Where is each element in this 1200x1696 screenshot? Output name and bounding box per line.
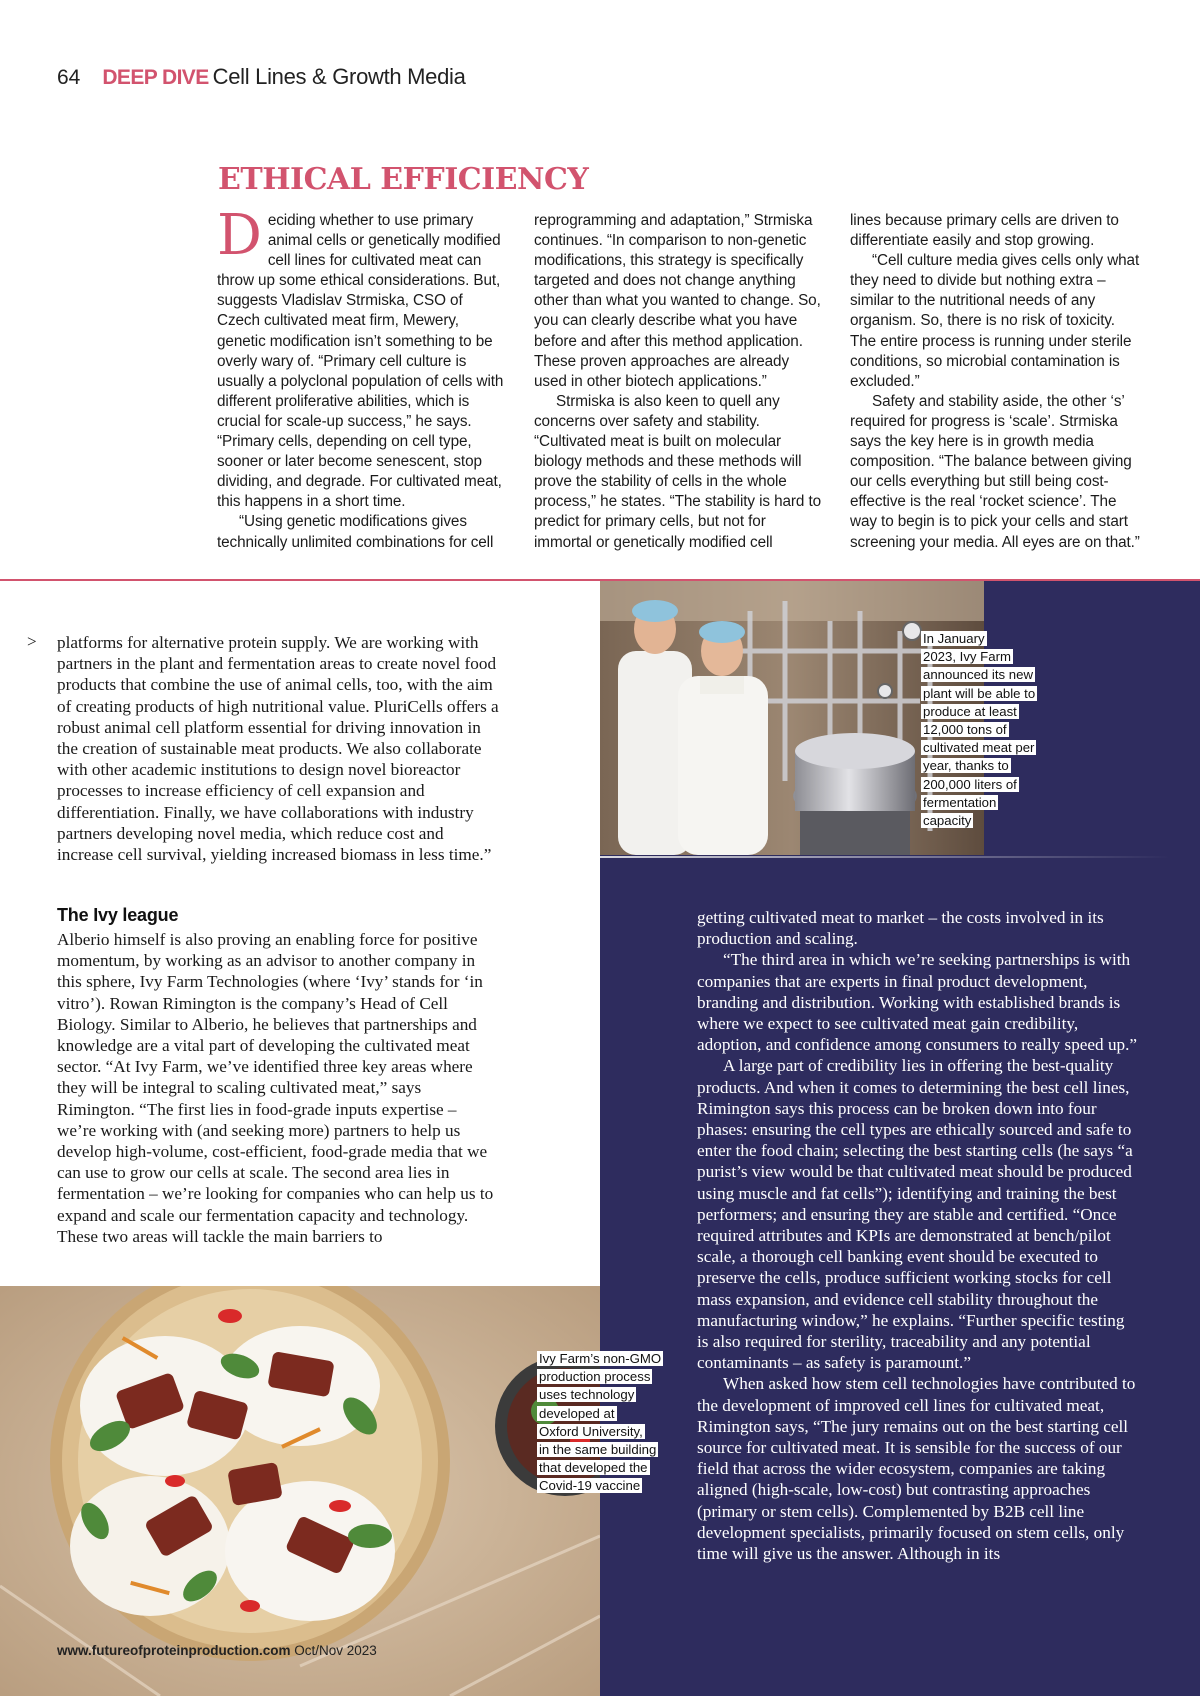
article-column-right bbox=[697, 907, 1139, 1564]
article-column-left-bottom bbox=[57, 929, 498, 1247]
article-paragraph: getting cultivated meat to market – the costs involved in its production and scaling. bbox=[697, 908, 1104, 949]
food-photo-caption: Ivy Farm’s non-GMO production process uses technology developed at Oxford University, in the same building that developed the Covid-19 vaccine bbox=[539, 1351, 662, 1494]
article-paragraph: A large part of credibility lies in offering the best-quality products. And when it comes to determining the best cell lines, Rimington says this process can be broken down into four phases: ensuring the cell types are ethically sourced and safe to enter the food chain; selecting the best starting cells (he says “a purist’s view would be that cultivated meat should be produced using muscle and fat cells”); identifying and training the best performers; and ensuring they are stable and certified. “Once required attributes and KPIs are demonstrated at bench/pilot scale, a thorough cell banking event should be executed to preserve the cells, produce sufficient working stocks for cell mass expansion, and evidence cell stability throughout the manufacturing window,” he explains. “Further specific testing is also required for sterility, traceability and any potential contaminants – as safety is paramount.” bbox=[697, 1056, 1133, 1373]
article-paragraph: When asked how stem cell technologies have contributed to the development of improved cell lines for cultivated meat, Rimington says, “The jury remains out on the best starting cell source for cultivated meat. It is sensible for the success of our field that across the wider ecosystem, companies are taking aligned (high-scale, low-cost) but contrasting approaches (primary or stem cells). Complemented by B2B cell line development specialists, primarily focused on stem cells, only time will give us the answer. Although in its bbox=[697, 1374, 1136, 1564]
page-number: 64 bbox=[57, 66, 81, 89]
footer-issue: Oct/Nov 2023 bbox=[294, 1643, 377, 1658]
article-paragraph: platforms for alternative protein supply. We are working with partners in the plant and fermentation areas to create novel food products that combine the use of animal cells, too, with the aim of creating products of high nutritional value. PluriCells offers a robust animal cell platform essential for driving innovation in the creation of sustainable meat products. We also collaborate with other academic institutions to design novel bioreactor processes to increase efficiency of cell expansion and differentiation. Finally, we have collaborations with industry partners developing novel media, which reduce cost and increase cell survival, yielding increased biomass in less time.” bbox=[57, 633, 499, 865]
footer-url[interactable]: www.futureofproteinproduction.com bbox=[57, 1643, 291, 1658]
sidebar-heading: ETHICAL EFFICIENCY bbox=[218, 162, 589, 197]
sidebar-paragraph: “Using genetic modifications gives technically unlimited combinations for cell bbox=[217, 513, 494, 551]
article-column-left-top bbox=[57, 632, 500, 865]
article-paragraph: Alberio himself is also proving an enabling force for positive momentum, by working as an advisor to another company in this sphere, Ivy Farm Technologies (where ‘Ivy’ stands for ‘in vitro’). Rowan Rimington is the company’s Head of Cell Biology. Similar to Alberio, he believes that partnerships and knowledge are a vital part of developing the cultivated meat sector. “At Ivy Farm, we’ve identified three key areas where they will be integral to scaling cultivated meat,” says Rimington. “The first lies in food-grade inputs expertise – we’re working with (and seeking more) partners to help us develop high-volume, cost-efficient, food-grade media that we can use to grow our cells at scale. The second area lies in fermentation – we’re looking for companies who can help us to expand and scale our fermentation capacity and technology. These two areas will tackle the main barriers to bbox=[57, 930, 494, 1246]
drop-cap: D bbox=[217, 203, 262, 268]
sidebar-column-2 bbox=[534, 211, 824, 553]
article-paragraph: “The third area in which we’re seeking partnerships is with companies that are experts in final product development, branding and distribution. Working with established brands is where we expect to see cultivated meat gain credibility, adoption, and confidence among consumers to really speed up.” bbox=[697, 950, 1138, 1055]
lab-photo-caption: In January 2023, Ivy Farm announced its new plant will be able to produce at least 12,000 tons of cultivated meat per year, thanks to 200,000 liters of fermentation capacity bbox=[923, 631, 1036, 829]
sidebar-paragraph: “Cell culture media gives cells only what they need to divide but nothing extra – similar to the nutritional needs of any organism. So, there is no risk of toxicity. The entire process is running under sterile conditions, so microbial contamination is excluded.” bbox=[850, 252, 1140, 390]
sidebar-paragraph: reprogramming and adaptation,” Strmiska continues. “In comparison to non-genetic modifications, this strategy is specifically targeted and does not change anything other than what you wanted to change. So, you can clearly describe what you have before and after this method application. These proven approaches are already used in other biotech applications.” bbox=[534, 212, 821, 390]
sidebar-paragraph: Safety and stability aside, the other ‘s’ required for progress is ‘scale’. Strmiska says the key here is in growth media composition. “The balance between giving our cells everything but still being cost-effective is the real ‘rocket science’. The way to begin is to pick your cells and start screening your media. All eyes are on that.” bbox=[850, 392, 1140, 551]
section-tag: DEEP DIVE bbox=[102, 66, 209, 89]
food-photo bbox=[0, 1286, 600, 1696]
running-head bbox=[57, 64, 466, 90]
section-title: Cell Lines & Growth Media bbox=[212, 64, 466, 89]
sidebar-column-1 bbox=[217, 203, 507, 553]
sidebar-column-3 bbox=[850, 211, 1140, 553]
food-photo-illustration bbox=[0, 1286, 600, 1696]
sidebar-paragraph: lines because primary cells are driven to differentiate easily and stop growing. bbox=[850, 212, 1119, 250]
footer bbox=[57, 1643, 377, 1658]
sidebar-paragraph: Deciding whether to use primary animal cells or genetically modified cell lines for cultivated meat can throw up some ethical considerations. But, suggests Vladislav Strmiska, CSO of Czech cultivated meat firm, Mewery, genetic modification isn’t something to be overly wary of. “Primary cell culture is usually a polyclonal population of cells with different proliferative abilities, which is crucial for scale-up success,” he says. “Primary cells, depending on cell type, sooner or later become senescent, stop dividing, and degrade. For cultivated meat, this happens in a short time. bbox=[217, 203, 504, 511]
sidebar-paragraph: Strmiska is also keen to quell any concerns over safety and stability. “Cultivated meat is built on molecular biology methods and these methods will prove the stability of cells in the whole process,” he states. “The stability is hard to predict for primary cells, but not for immortal or genetically modified cell bbox=[534, 392, 822, 551]
subhead: The Ivy league bbox=[57, 905, 179, 925]
continued-marker: > bbox=[27, 632, 37, 651]
photo-divider bbox=[600, 856, 1170, 858]
